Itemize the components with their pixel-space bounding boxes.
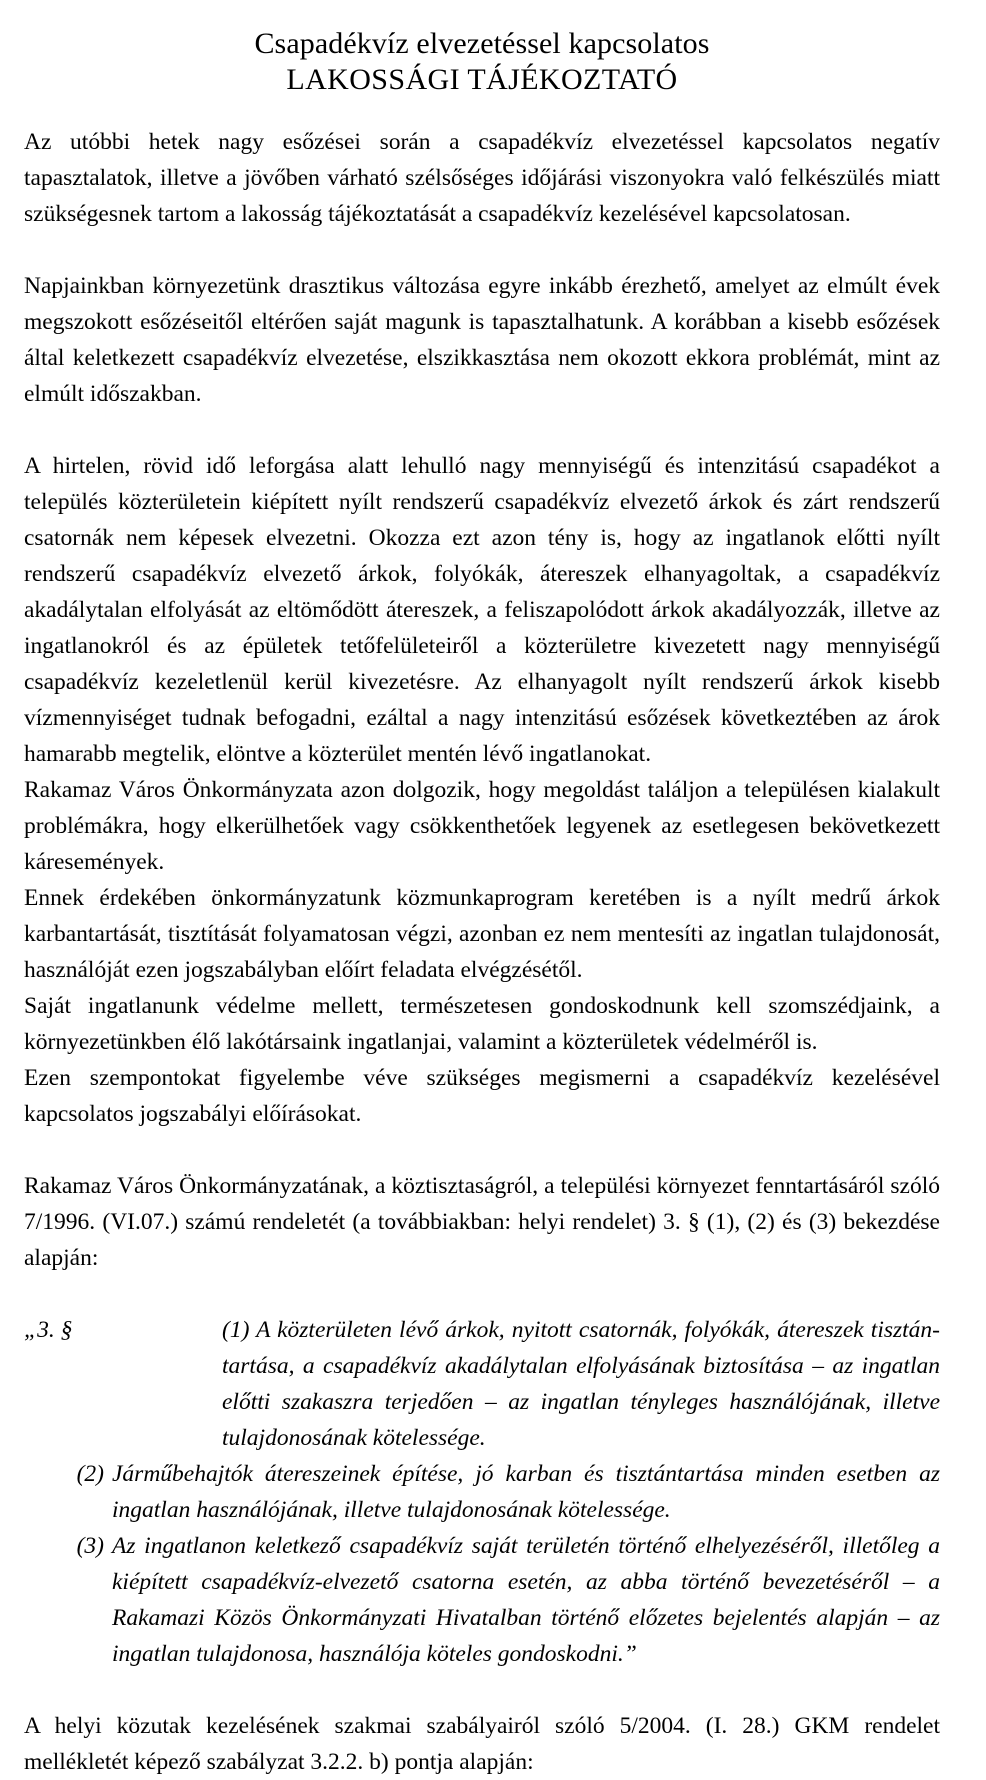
paragraph-climate-change: Napjainkban környezetünk drasztikus változása egyre inkább érezhető, amelyet az elmúlt évek megszokott esőzéseitől eltérően saját magunk is tapasztalhatunk. A korábban a kisebb esőzések által keletkezett csapadékvíz elvezetése, elszikkasztása nem okozott ekkora problémát, mint az elmúlt időszakban. (24, 273, 940, 407)
paragraph-legal-awareness: Ezen szempontokat figyelembe véve szükséges megismerni a csapadékvíz kezelésével kapcsolatos jogszabályi előírásokat. (24, 1065, 940, 1127)
quote-item-3-marker: (3) (76, 1533, 104, 1559)
quote-item-1-body: A közterületen lévő árkok, nyitott csatornák, folyókák, átereszek tisztán-tartása, a csapadékvíz akadálytalan elfolyásának biztosítása – az ingatlan előtti szakaszra terjedően – az ingatlan tényleges használójának, illetve tulajdonosának kötelessége. (222, 1317, 940, 1451)
paragraph-municipality-work: Rakamaz Város Önkormányzata azon dolgozik, hogy megoldást találjon a településen kialakult problémákra, hogy elkerülhetőek vagy csökkenthetőek legyenek az esetlegesen bekövetkezett káresemények. (24, 777, 940, 875)
quote-item-1-marker: (1) (222, 1317, 250, 1343)
quote-item-2 (24, 1456, 940, 1528)
title-line-2: LAKOSSÁGI TÁJÉKOZTATÓ (286, 63, 678, 96)
quote-item-3-text: Az ingatlanon keletkező csapadékvíz saját területén történő elhelyezéséről, illetőleg a kiépített csapadékvíz-elvezető csatorna esetén, az abba történő bevezetéséről – a Rakamazi Közös Önkormányzati Hivatalban történő előzetes bejelentés alapján – az ingatlan tulajdonosa, használója köteles gondoskodni.” (112, 1533, 940, 1667)
spacer-before-quote (24, 1276, 940, 1312)
paragraph-neighbour-protection: Saját ingatlanunk védelme mellett, természetesen gondoskodnunk kell szomszédjaink, a környezetünkben élő lakótársaink ingatlanjai, valamint a közterületek védelméről is. (24, 993, 940, 1055)
paragraph-gkm-decree-reference: A helyi közutak kezelésének szakmai szabályairól szóló 5/2004. (I. 28.) GKM rendelet mellékletét képező szabályzat 3.2.2. b) pontja alapján: (24, 1713, 940, 1775)
document-title (24, 26, 940, 98)
paragraph-intro: Az utóbbi hetek nagy esőzései során a csapadékvíz elvezetéssel kapcsolatos negatív tapasztalatok, illetve a jövőben várható szélsőséges időjárási viszonyokra való felkészülés miatt szükségesnek tartom a lakosság tájékoztatását a csapadékvíz kezelésével kapcsolatosan. (24, 129, 940, 227)
quote-section-marker: „3. § (24, 1317, 73, 1343)
title-line-1: Csapadékvíz elvezetéssel kapcsolatos (254, 27, 710, 60)
quote-item-3 (24, 1528, 940, 1672)
paragraph-public-works: Ennek érdekében önkormányzatunk közmunkaprogram keretében is a nyílt medrű árkok karbantartását, tisztítását folyamatosan végzi, azonban ez nem mentesíti az ingatlan tulajdonosát, használóját ezen jogszabályban előírt feladata elvégzésétől. (24, 885, 940, 983)
quote-item-2-text: Járműbehajtók átereszeinek építése, jó karban és tisztántartása minden esetben az ingatlan használójának, illetve tulajdonosának kötelessége. (112, 1461, 940, 1523)
quote-item-1-text (112, 1312, 940, 1456)
paragraph-local-decree-reference: Rakamaz Város Önkormányzatának, a köztisztaságról, a települési környezet fenntartásáról szóló 7/1996. (VI.07.) számú rendeletét (a továbbiakban: helyi rendelet) 3. § (1), (2) és (3) bekezdése alapján: (24, 1173, 940, 1271)
regulation-quote-block (24, 1312, 940, 1672)
spacer-after-quote (24, 1672, 940, 1708)
paragraph-drainage-problems: A hirtelen, rövid idő leforgása alatt lehulló nagy mennyiségű és intenzitású csapadékot a település közterületein kiépített nyílt rendszerű csapadékvíz elvezető árkok és zárt rendszerű csatornák nem képesek elvezetni. Okozza ezt azon tény is, hogy az ingatlanok előtti nyílt rendszerű csapadékvíz elvezető árkok, folyókák, átereszek elhanyagoltak, a csapadékvíz akadálytalan elfolyását az eltömődött átereszek, a feliszapolódott árkok akadályozzák, illetve az ingatlanokról és az épületek tetőfelületeiről a közterületre kivezetett nagy mennyiségű csapadékvíz kezeletlenül kerül kivezetésre. Az elhanyagolt nyílt rendszerű árkok kisebb vízmennyiséget tudnak befogadni, ezáltal a nagy intenzitású esőzések következtében az árok hamarabb megtelik, elöntve a közterület mentén lévő ingatlanokat. (24, 453, 940, 767)
quote-item-2-marker: (2) (76, 1461, 104, 1487)
quote-item-1 (24, 1312, 940, 1456)
